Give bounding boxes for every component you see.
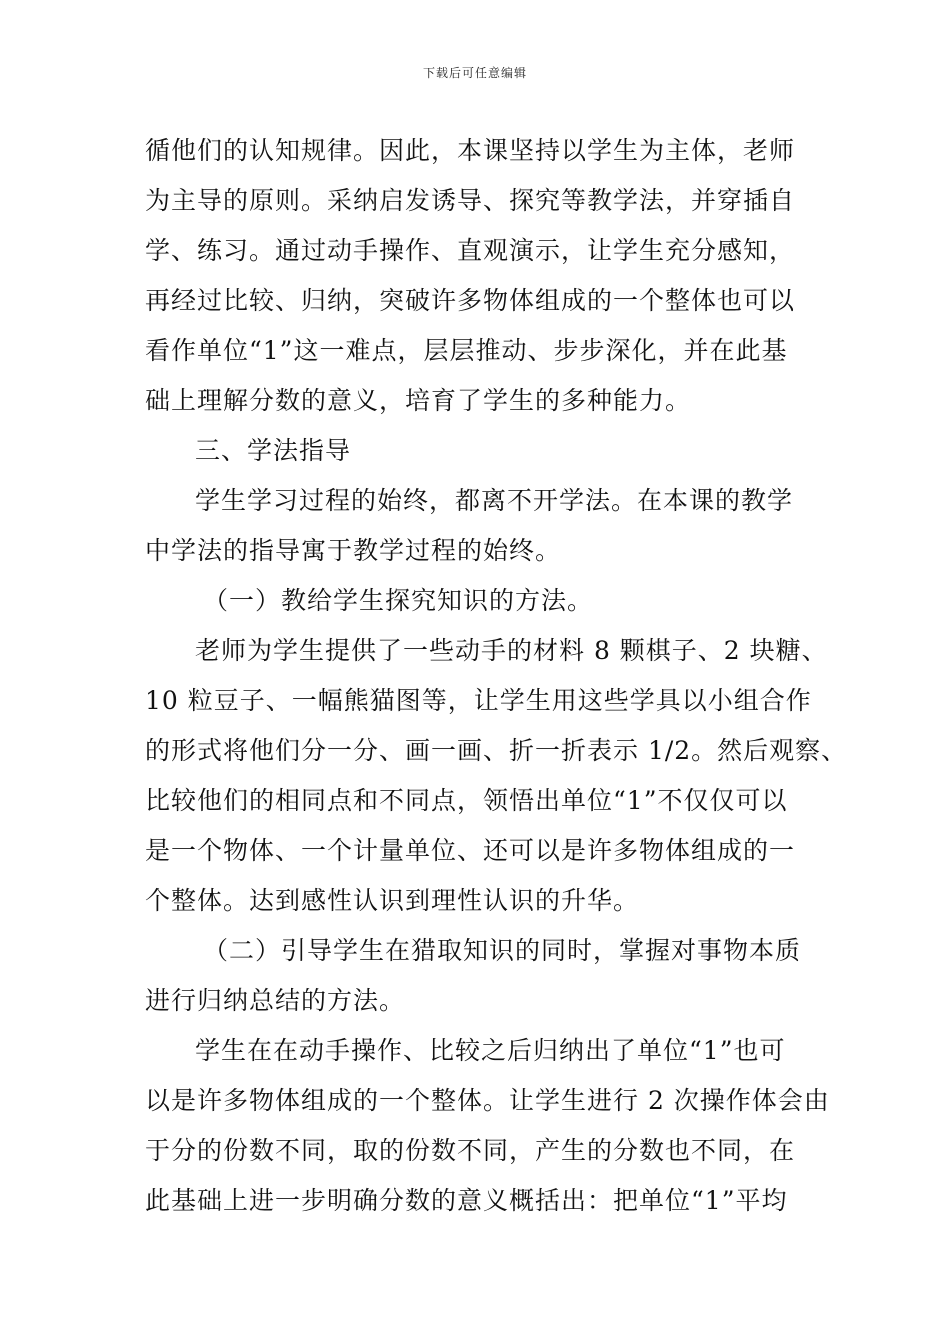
subsection-heading: （一）教给学生探究知识的方法。 <box>203 586 594 615</box>
text-line: 的形式将他们分一分、画一画、折一折表示 1/2。然后观察、 <box>145 736 848 765</box>
text-line: 比较他们的相同点和不同点，领悟出单位“1”不仅仅可以 <box>145 786 788 815</box>
text-line: 为主导的原则。采纳启发诱导、探究等教学法，并穿插自 <box>145 186 796 215</box>
text-line: 循他们的认知规律。因此，本课坚持以学生为主体，老师 <box>145 136 796 165</box>
section-heading: 三、学法指导 <box>195 436 352 465</box>
text-line: 中学法的指导寓于教学过程的始终。 <box>145 536 562 565</box>
text-line: 于分的份数不同，取的份数不同，产生的分数也不同，在 <box>145 1136 796 1165</box>
text-line: 再经过比较、归纳，突破许多物体组成的一个整体也可以 <box>145 286 796 315</box>
paragraph-start: 学生在在动手操作、比较之后归纳出了单位“1”也可 <box>195 1036 786 1065</box>
document-body <box>145 126 848 1226</box>
paragraph-start: 老师为学生提供了一些动手的材料 8 颗棋子、2 块糖、 <box>195 636 828 665</box>
paragraph-start: 学生学习过程的始终，都离不开学法。在本课的教学 <box>195 486 794 515</box>
page-header: 下载后可任意编辑 <box>422 66 527 80</box>
text-line: 10 粒豆子、一幅熊猫图等，让学生用这些学具以小组合作 <box>145 686 812 715</box>
text-line: 个整体。达到感性认识到理性认识的升华。 <box>145 886 640 915</box>
text-line: 础上理解分数的意义，培育了学生的多种能力。 <box>145 386 692 415</box>
text-line: 看作单位“1”这一难点，层层推动、步步深化，并在此基 <box>145 336 788 365</box>
text-line: 此基础上进一步明确分数的意义概括出：把单位“1”平均 <box>145 1186 788 1215</box>
text-line: 是一个物体、一个计量单位、还可以是许多物体组成的一 <box>145 836 796 865</box>
text-line: 学、练习。通过动手操作、直观演示，让学生充分感知， <box>145 236 796 265</box>
subsection-heading: （二）引导学生在猎取知识的同时，掌握对事物本质 <box>203 936 802 965</box>
text-line: 以是许多物体组成的一个整体。让学生进行 2 次操作体会由 <box>145 1086 830 1115</box>
text-line: 进行归纳总结的方法。 <box>145 986 406 1015</box>
